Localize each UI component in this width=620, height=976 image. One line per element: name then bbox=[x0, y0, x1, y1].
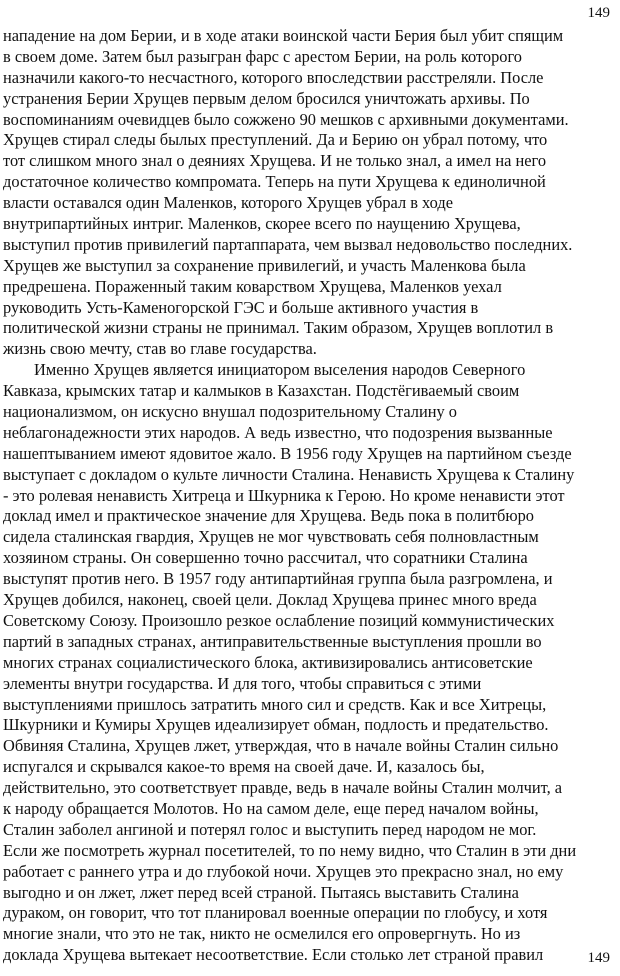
text-line: нападение на дом Берии, и в ходе атаки воинской части Берия был убит спящим bbox=[3, 26, 564, 45]
text-line: Шкурники и Кумиры Хрущев идеализирует обман, подлость и предательство. bbox=[3, 715, 549, 735]
text-line: испугался и скрывался какое-то время на своей даче. И, казалось бы, bbox=[3, 757, 485, 777]
document-body bbox=[3, 26, 609, 966]
text-line: неблагонадежности этих народов. А ведь известно, что подозрения вызванные bbox=[3, 422, 553, 442]
text-line: выступят против него. В 1957 году антипартийная группа была разгромлена, и bbox=[3, 569, 553, 589]
text-line: Обвиняя Сталина, Хрущев лжет, утверждая, что в начале войны Сталин сильно bbox=[3, 736, 559, 756]
text-line: нашептыванием имеют ядовитое жало. В 1956 году Хрущев на партийном съезде bbox=[3, 443, 572, 463]
text-line: выгодно и он лжет, лжет перед всей страной. Пытаясь выставить Сталина bbox=[3, 882, 519, 902]
text-line: тот слишком много знал о деяниях Хрущева. И не только знал, а имел на него bbox=[3, 151, 547, 171]
text-line: - это ролевая ненависть Хитреца и Шкурника к Герою. Но кроме ненависти этот bbox=[3, 485, 565, 505]
text-line: дураком, он говорит, что тот планировал военные операции по глобусу, и хотя bbox=[3, 903, 548, 923]
text-line: действительно, это соответствует правде, ведь в начале войны Сталин молчит, а bbox=[3, 778, 563, 798]
text-line: элементы внутри государства. И для того, чтобы справиться с этими bbox=[3, 673, 482, 693]
text-line: к народу обращается Молотов. Но на самом деле, еще перед началом войны, bbox=[3, 798, 539, 818]
page-number-bottom: 149 bbox=[587, 950, 610, 966]
text-line: Сталин заболел ангиной и потерял голос и выступить перед народом не мог. bbox=[3, 819, 537, 839]
paragraph bbox=[3, 26, 609, 360]
text-line: сидела сталинская гвардия, Хрущев не мог чувствовать себя полновластным bbox=[3, 527, 539, 547]
text-line: в своем доме. Затем был разыгран фарс с арестом Берии, на роль которого bbox=[3, 46, 522, 66]
text-line: Именно Хрущев является инициатором выселения народов Северного bbox=[34, 360, 526, 380]
text-line: многие знали, что это не так, никто не осмелился его опровергнуть. Но из bbox=[3, 924, 521, 944]
text-line: назначили какого-то несчастного, которого впоследствии расстреляли. После bbox=[3, 67, 544, 87]
text-line: политической жизни страны не принимал. Таким образом, Хрущев воплотил в bbox=[3, 318, 554, 338]
text-line: руководить Усть-Каменогорской ГЭС и больше активного участия в bbox=[3, 297, 479, 317]
text-line: выступлениями пришлось затратить много сил и средств. Как и все Хитрецы, bbox=[3, 694, 547, 714]
text-line: многих странах социалистического блока, активизировались антисоветские bbox=[3, 652, 533, 672]
text-line: жизнь свою мечту, став во главе государства. bbox=[3, 339, 317, 359]
text-line: Кавказа, крымских татар и калмыков в Казахстан. Подстёгиваемый своим bbox=[3, 381, 520, 401]
text-line: предрешена. Пораженный таким коварством Хрущева, Маленков уехал bbox=[3, 276, 502, 296]
text-line: достаточное количество компромата. Теперь на пути Хрущева к единоличной bbox=[3, 172, 546, 192]
text-line: партий в западных странах, антиправительственные выступления прошли во bbox=[3, 631, 542, 651]
text-line: Советскому Союзу. Произошло резкое ослабление позиций коммунистических bbox=[3, 610, 555, 630]
text-line: выступает с докладом о культе личности Сталина. Ненависть Хрущева к Сталину bbox=[3, 464, 575, 484]
text-line: хозяином страны. Он совершенно точно рассчитал, что соратники Сталина bbox=[3, 548, 528, 568]
text-line: национализмом, он искусно внушал подозрительному Сталину о bbox=[3, 402, 457, 422]
text-line: Хрущев стирал следы былых преступлений. Да и Берию он убрал потому, что bbox=[3, 130, 548, 150]
page-number-top: 149 bbox=[587, 5, 610, 21]
text-line: Хрущев же выступил за сохранение привилегий, и участь Маленкова была bbox=[3, 255, 526, 275]
text-line: устранения Берии Хрущев первым делом бросился уничтожать архивы. По bbox=[3, 88, 530, 108]
text-line: работает с раннего утра и до глубокой ночи. Хрущев это прекрасно знал, но ему bbox=[3, 861, 564, 881]
paragraph bbox=[3, 360, 609, 966]
text-line: выступил против привилегий партаппарата, чем вызвал недовольство последних. bbox=[3, 234, 573, 254]
text-line: доклад имел и практическое значение для Хрущева. Ведь пока в политбюро bbox=[3, 506, 534, 526]
text-line: Если же посмотреть журнал посетителей, то по нему видно, что Сталин в эти дни bbox=[3, 840, 577, 860]
text-line: воспоминаниям очевидцев было сожжено 90 мешков с архивными документами. bbox=[3, 109, 569, 129]
text-line: внутрипартийных интриг. Маленков, скорее всего по наущению Хрущева, bbox=[3, 214, 521, 234]
text-line: доклада Хрущева вытекает несоответствие. Если столько лет страной правил bbox=[3, 945, 544, 965]
text-line: власти оставался один Маленков, которого Хрущев убрал в ходе bbox=[3, 193, 453, 213]
text-line: Хрущев добился, наконец, своей цели. Доклад Хрущева принес много вреда bbox=[3, 590, 537, 610]
